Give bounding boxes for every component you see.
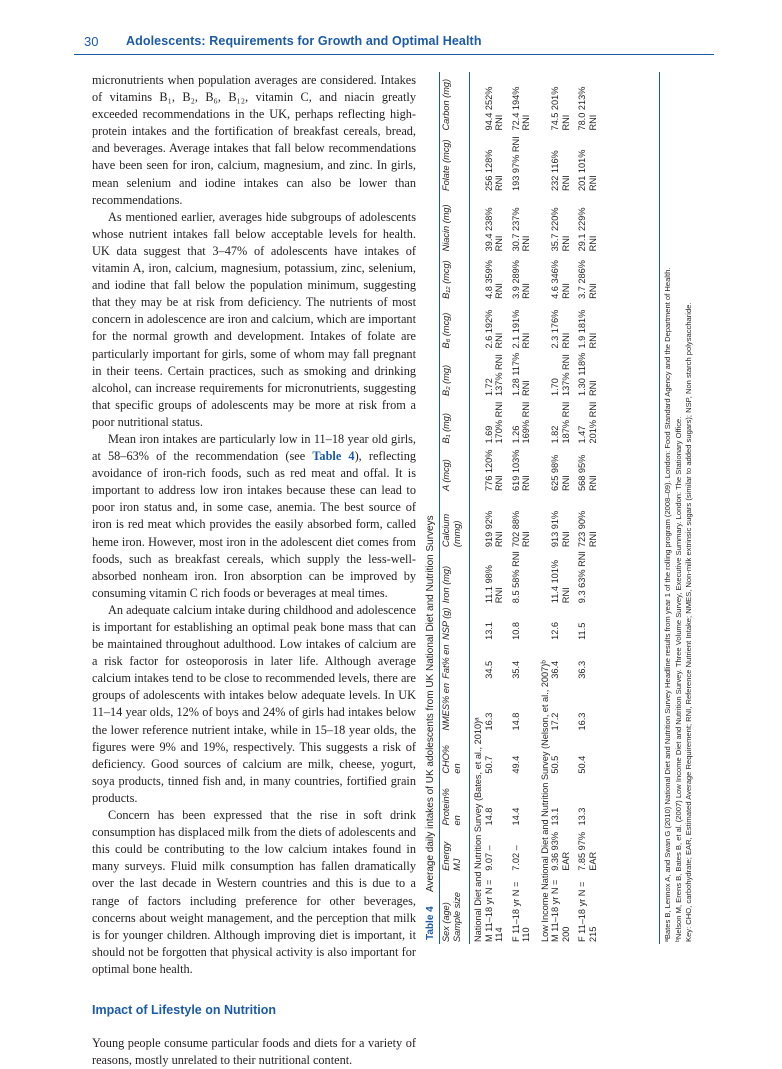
table-group-row-2: [532, 72, 551, 944]
table-group-row-1: [469, 72, 484, 944]
footnote-a: ᵃBates B, Lennox A, and Swan G (2010) National Diet and Nutrition Survey Headline results from year 1 of the rolling program (2008–09). London: Food Standard Agency and the Department of Health.: [663, 267, 672, 942]
section-heading: Impact of Lifestyle on Nutrition: [92, 1002, 277, 1017]
cell: 36.4: [550, 660, 560, 679]
table-row: [571, 72, 598, 944]
cell: 4.6 346% RNI: [550, 260, 571, 299]
paragraph-3: [92, 431, 416, 602]
cell: 13.1: [483, 621, 494, 640]
cell: 12.6: [550, 621, 560, 640]
cell: 39.4 238% RNI: [483, 207, 504, 252]
cell: 11.1 98% RNI: [483, 565, 504, 604]
cell: 29.1 229% RNI: [577, 207, 598, 252]
cell: 36.3: [577, 660, 587, 679]
cell: 256 128% RNI: [483, 149, 504, 191]
cell: M 11–18 yr N = 200: [550, 879, 571, 942]
cell: F 11–18 yr N = 215: [577, 881, 598, 942]
page-number: 30: [84, 34, 99, 49]
cell: F 11–18 yr N = 110: [510, 881, 531, 942]
cell: 1.82 187% RNI: [550, 401, 571, 444]
cell: 1.9 181% RNI: [577, 309, 598, 349]
cell: 35.7 220% RNI: [550, 207, 571, 252]
page-header: [74, 34, 714, 60]
body-column: [92, 72, 416, 1069]
th-vit-a: A (mcg): [441, 459, 451, 491]
cell: 94.4 252% RNI: [483, 86, 504, 131]
table-4-link[interactable]: Table 4: [312, 449, 355, 464]
cell: 4.8 359% RNI: [483, 260, 504, 299]
table-caption-text: Average daily intakes of UK adolescents from UK National Diet and Nutrition Surveys: [425, 515, 436, 893]
cell: 3.7 286% RNI: [577, 260, 598, 299]
cell: 72.4 194% RNI: [510, 86, 531, 131]
cell: 2.6 192% RNI: [483, 309, 504, 349]
cell: 9.3 63% RNI: [577, 551, 587, 604]
paragraph-5: Concern has been expressed that the rise in soft drink consumption has displaced milk from the diets of adolescents and this could be contributing to the low calcium intakes found in many surveys. Fluid milk consumption has fallen dramatically over the last decade in Western countries and this is due to a range of factors including preference for other beverages, concerns about weight management, and the perception that milk is for younger children. Although improving diet is important, it should not be forgotten that physical activity is also important for optimal bone health.: [92, 808, 416, 976]
cell: 1.26 169% RNI: [510, 401, 531, 444]
cell: 10.8: [510, 621, 521, 640]
header-rule: [74, 54, 714, 55]
cell: 50.7: [483, 755, 494, 774]
paragraph-2: As mentioned earlier, averages hide subgroups of adolescents whose nutrient intakes fall below acceptable levels for health. UK data suggest that 3–47% of adolescents have intakes of vitamin A, iron, calcium, magnesium, potassium, zinc, selenium, and iodine that fall below the population minimum, suggesting that they may be at risk from deficiency. The nutrients of most concern in adolescence are iron and calcium, which are important for the normal growth and development. Intakes of folate are particularly important for girls, some of whom may fall pregnant in their teens. Certain practices, such as smoking and drinking alcohol, can increase requirements for micronutrients, suggesting that specific groups of adolescents may be more at risk from a poor nutritional status.: [92, 209, 416, 429]
cell: 3.9 289% RNI: [510, 260, 531, 299]
th-calcium: Calcium (mmg): [441, 513, 462, 548]
cell: 1.70 137% RNI: [550, 354, 571, 396]
running-title: Adolescents: Requirements for Growth and Optimal Health: [126, 34, 482, 48]
cell: 625 98% RNI: [550, 454, 571, 491]
cell: 193 97% RNI: [510, 136, 521, 191]
paragraph-3-b: ), reflecting avoidance of iron-rich foods, such as red meat and offal. It is important to address low iron intakes because these can lead to poor iron status and, in some case, anemia. The best source of iron is red meat which provides the easily absorbed form, called heme iron. However, most iron in the adolescent diet comes from foods, such as breakfast cereals, which supply the less-well-absorbed nonheam iron. Iron absorption can be improved by consuming vitamin C rich foods or beverages at meal times.: [92, 449, 416, 600]
cell: 1.69 170% RNI: [483, 401, 504, 444]
footnote-b: ᵇNelson M, Erens B, Bates B, et al. (2007) Low Income Diet and Nutrition Survey. Three Volume Survey, Executive Summary. London: The Stationary Office.: [673, 416, 683, 942]
th-fat: Fat% en: [441, 644, 451, 679]
table-caption: [425, 515, 436, 940]
cell: 74.5 201% RNI: [550, 86, 571, 131]
cell: 568 95% RNI: [577, 454, 598, 491]
cell: 16.3: [483, 712, 494, 731]
cell: 14.4: [510, 807, 521, 826]
table-footnotes: [663, 74, 695, 942]
cell: 7.02 –: [510, 845, 521, 871]
intake-table: [441, 72, 598, 944]
group-label-1: National Diet and Nutrition Survey (Bates, et al., 2010)ᵃ: [473, 717, 483, 942]
th-cho: CHO% en: [441, 745, 462, 774]
th-b2: B₂ (mg): [441, 364, 451, 396]
cell: 14.8: [510, 712, 521, 731]
cell: 9.07 –: [483, 845, 494, 871]
cell: 702 88% RNI: [510, 510, 531, 548]
th-folate: Folate (mcg): [441, 139, 451, 191]
cell: 776 120% RNI: [483, 449, 504, 491]
table-row: [550, 72, 571, 944]
cell: 49.4: [510, 755, 521, 774]
cell: 17.2: [550, 712, 560, 731]
th-b12: B₁₂ (mcg): [441, 260, 451, 299]
table-header-row: [441, 72, 469, 944]
paragraph-3-a: Mean iron intakes are particularly low in 11–18 year old girls, at 58–63% of the recommendation (see: [92, 431, 416, 464]
table-row: [484, 72, 505, 944]
th-nsp: NSP (g): [441, 607, 451, 640]
cell: 232 116% RNI: [550, 150, 571, 191]
cell: 13.1: [550, 807, 560, 826]
cell: 34.5: [483, 660, 494, 679]
cell: 1.30 118% RNI: [577, 352, 598, 396]
th-b6: B₆ (mcg): [441, 312, 451, 349]
cell: 16.3: [577, 712, 587, 731]
cell: 13.3: [577, 807, 587, 826]
cell: 201 101% RNI: [577, 149, 598, 191]
cell: 9.36 93% EAR: [550, 831, 571, 871]
cell: 78.0 213% RNI: [577, 86, 598, 131]
th-sex: Sex (age) Sample size: [441, 891, 462, 942]
table-row: [505, 72, 532, 944]
paragraph-1: micronutrients when population averages are considered. Intakes of vitamins B₁, B₂, B₆, B₁₂, vitamin C, and niacin greatly exceeded recommendations in the UK, perhaps reflecting high-protein intakes and the fortification of breakfast cereals, bread, and beverages. Average intakes that fall below recommendations have been seen for iron, calcium, magnesium, and zinc. In girls, mean selenium and iodine intakes can also be lower than recommendations.: [92, 73, 416, 207]
cell: 11.5: [577, 622, 587, 640]
cell: 919 92% RNI: [483, 510, 504, 548]
th-b1: B₁ (mg): [441, 413, 451, 444]
cell: 1.47 201% RNI: [577, 401, 598, 444]
cell: 14.8: [483, 807, 494, 826]
th-energy: Energy MJ: [441, 841, 462, 871]
cell: 1.72 137% RNI: [483, 354, 504, 396]
cell: 8.5 58% RNI: [510, 551, 521, 604]
cell: 50.4: [577, 755, 587, 774]
cell: 1.28 117% RNI: [510, 352, 531, 396]
group-label-2: Low Income National Diet and Nutrition Survey (Nelson, et al., 2007)ᵇ: [539, 660, 550, 942]
cell: 35.4: [510, 660, 521, 679]
th-iron: Iron (mg): [441, 565, 451, 604]
cell: 11.4 101% RNI: [550, 559, 571, 604]
th-nmes: NMES% en: [441, 683, 451, 731]
th-protein: Protein% en: [441, 788, 462, 826]
cell: 7.85 97% EAR: [577, 831, 598, 871]
paragraph-4: An adequate calcium intake during childhood and adolescence is important for establishing an optimal peak bone mass that can be maintained throughout adulthood. Low intakes of calcium are a risk factor for osteoporosis in later life. Although average calcium intakes tend to be close to recommended levels, there are groups of adolescents with intakes below adequate levels. In UK 11–14 year olds, 12% of boys and 24% of girls had intakes below the lower reference nutrient intake, while in 15–18 year olds, the figures were 9% and 19%, respectively. This suggests a risk of deficiency. Good sources of calcium are milk, cheese, yogurt, soya products, tinned fish and, in many countries, fortified grain products.: [92, 602, 416, 805]
table-bottom-rule: [659, 72, 660, 944]
table-top-rule: [439, 72, 440, 944]
paragraph-6: Young people consume particular foods and diets for a variety of reasons, mostly unrelated to their nutritional content.: [92, 1036, 416, 1068]
cell: 2.3 176% RNI: [550, 309, 571, 349]
table-4: [423, 72, 708, 944]
table-key: Key: CHO, carbohydrate; EAR, Estimated Average Requirement; RNI, Reference Nutrient Intake; NMES, Non-milk extrinsic sugars (similar to added sugars); NSP, Non starch polysaccharide.: [684, 302, 694, 942]
cell: 619 103% RNI: [510, 449, 531, 491]
cell: 723 90% RNI: [577, 510, 598, 548]
cell: 30.7 237% RNI: [510, 207, 531, 252]
cell: M 11–18 yr N = 114: [483, 879, 504, 942]
th-niacin: Niacin (mg): [441, 204, 451, 252]
cell: 2.1 191% RNI: [510, 309, 531, 349]
th-carbon: Carbon (mg): [441, 78, 451, 131]
cell: 913 91% RNI: [550, 510, 571, 548]
cell: 50.5: [550, 755, 560, 774]
table-label: Table 4: [425, 906, 436, 940]
